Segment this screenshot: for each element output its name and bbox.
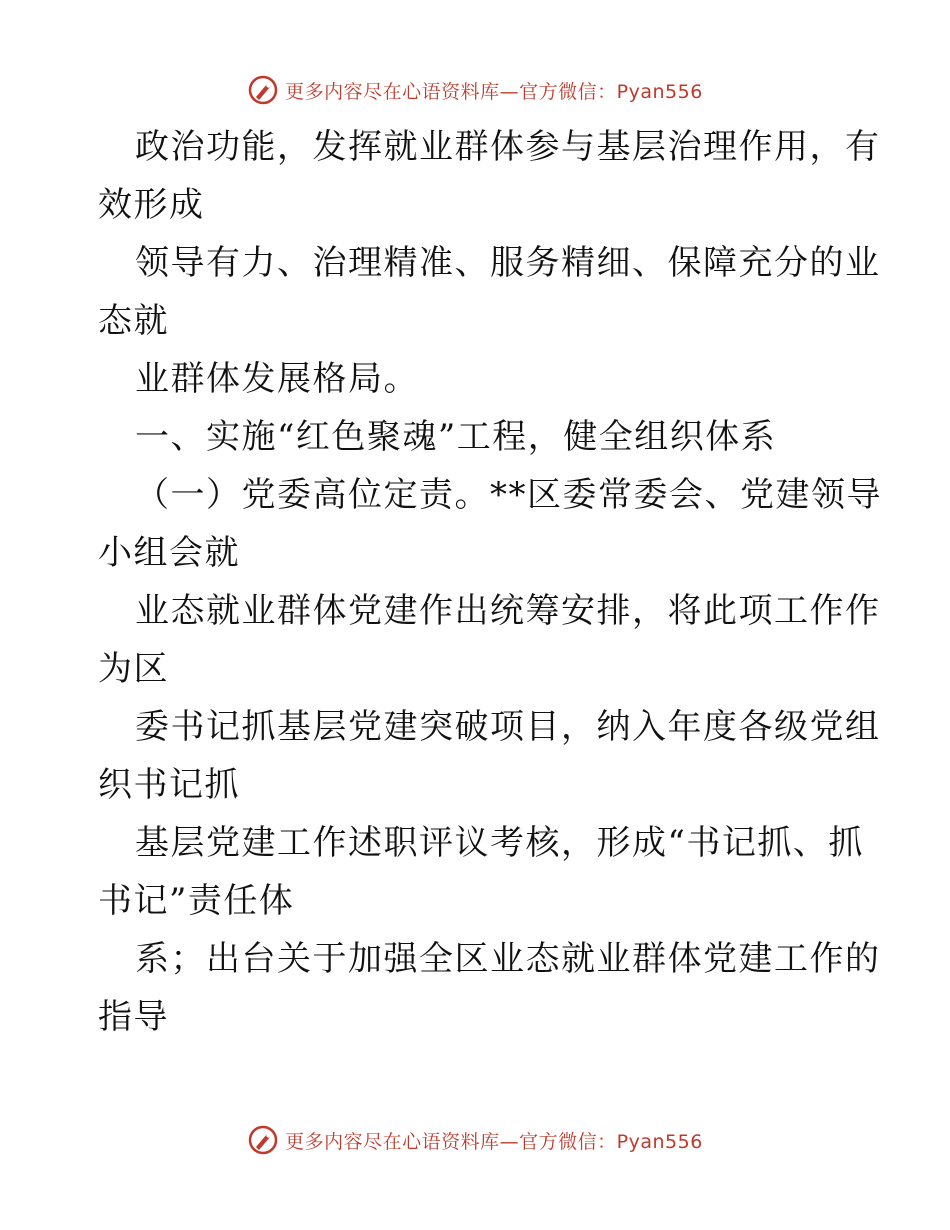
header-watermark [0, 72, 950, 108]
body-line: 小组会就 [98, 533, 240, 573]
body-line: 领导有力、治理精准、服务精细、保障充分的业 [135, 243, 881, 283]
body-line: 指导 [98, 997, 169, 1037]
body-line: 系；出台关于加强全区业态就业群体党建工作的 [135, 939, 881, 979]
body-line: 书记”责任体 [98, 881, 295, 921]
section-heading: 一、实施“红色聚魂”工程，健全组织体系 [135, 417, 777, 457]
body-line: 业态就业群体党建作出统筹安排，将此项工作作 [135, 591, 881, 631]
document-body [98, 118, 882, 1046]
footer-watermark-text: 更多内容尽在心语资料库—官方微信：Pyan556 [285, 1130, 703, 1153]
body-line: 业群体发展格局。 [135, 359, 419, 399]
body-line: 态就 [98, 301, 169, 341]
header-watermark-text: 更多内容尽在心语资料库—官方微信：Pyan556 [285, 80, 703, 103]
body-line: 为区 [98, 649, 169, 689]
body-line: 基层党建工作述职评议考核，形成“书记抓、抓 [135, 823, 864, 863]
body-line: 委书记抓基层党建突破项目，纳入年度各级党组 [135, 707, 881, 747]
subsection-heading: （一）党委高位定责。**区委常委会、党建领导 [135, 475, 882, 515]
body-line: 织书记抓 [98, 765, 240, 805]
body-line: 效形成 [98, 185, 205, 225]
body-line: 政治功能，发挥就业群体参与基层治理作用，有 [135, 127, 881, 167]
pen-nib-logo-icon [247, 1124, 279, 1156]
footer-watermark [0, 1122, 950, 1158]
pen-nib-logo-icon [247, 74, 279, 106]
